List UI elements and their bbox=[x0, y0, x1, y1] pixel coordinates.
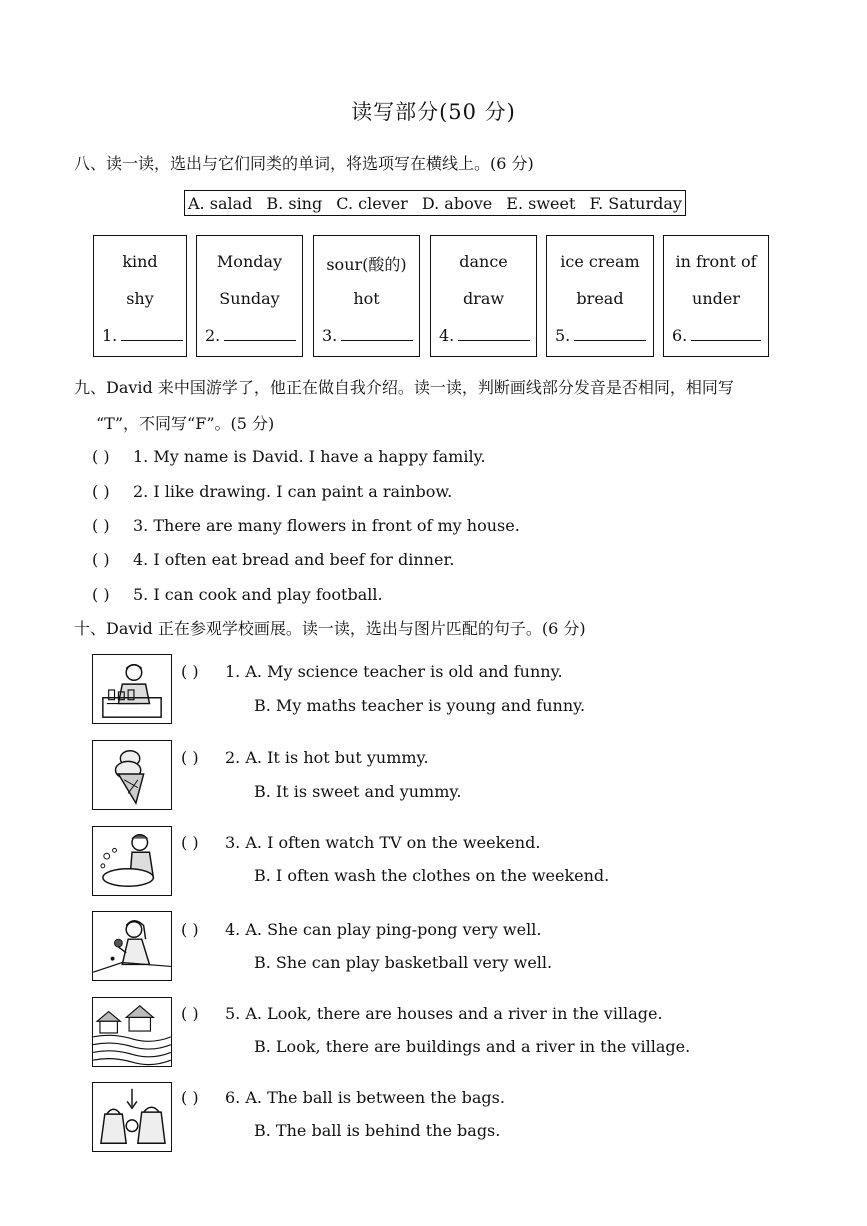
answer-paren[interactable]: ( ) bbox=[181, 748, 199, 767]
option-a: A. salad bbox=[188, 193, 253, 213]
word-card-6 bbox=[663, 235, 769, 357]
section-10-heading: 十、David 正在参观学校画展。读一读，选出与图片匹配的句子。(6 分) bbox=[74, 619, 586, 638]
answer-blank[interactable]: 2. bbox=[205, 326, 296, 345]
statement-4: 4. I often eat bread and beef for dinner. bbox=[133, 550, 455, 569]
card-word: draw bbox=[462, 289, 505, 308]
choice-b: B. It is sweet and yummy. bbox=[254, 782, 462, 801]
section-8-heading: 八、读一读，选出与它们同类的单词，将选项写在横线上。(6 分) bbox=[74, 154, 534, 173]
options-box bbox=[184, 190, 686, 216]
teacher-illustration bbox=[93, 655, 171, 723]
section-9-heading-cont: “T”，不同写“F”。(5 分) bbox=[96, 414, 275, 433]
card-word: shy bbox=[126, 289, 154, 308]
card-word: dance bbox=[459, 252, 508, 271]
card-word: in front of bbox=[675, 252, 757, 271]
choice-a: 5. A. Look, there are houses and a river in the village. bbox=[225, 1004, 663, 1023]
answer-blank[interactable]: 3. bbox=[322, 326, 413, 345]
bags-illustration bbox=[93, 1083, 171, 1151]
choice-b: B. The ball is behind the bags. bbox=[254, 1121, 501, 1140]
answer-paren[interactable]: ( ) bbox=[92, 585, 110, 604]
answer-blank[interactable]: 4. bbox=[439, 326, 530, 345]
answer-paren[interactable]: ( ) bbox=[92, 550, 110, 569]
statement-3: 3. There are many flowers in front of my house. bbox=[133, 516, 520, 535]
word-card-3 bbox=[313, 235, 420, 357]
choice-a: 4. A. She can play ping-pong very well. bbox=[225, 920, 542, 939]
section-9-heading: 九、David 来中国游学了，他正在做自我介绍。读一读，判断画线部分发音是否相同，相同写 bbox=[74, 378, 734, 397]
card-word: hot bbox=[353, 289, 380, 308]
choice-b: B. I often wash the clothes on the weekend. bbox=[254, 866, 610, 885]
word-card-1 bbox=[93, 235, 187, 357]
choice-b: B. She can play basketball very well. bbox=[254, 953, 553, 972]
ice-cream-illustration bbox=[93, 741, 171, 809]
village-illustration bbox=[93, 998, 171, 1066]
answer-paren[interactable]: ( ) bbox=[92, 516, 110, 535]
choice-b: B. My maths teacher is young and funny. bbox=[254, 696, 586, 715]
washing-clothes-illustration bbox=[93, 827, 171, 895]
teacher-picture bbox=[92, 654, 172, 724]
statement-1: 1. My name is David. I have a happy family. bbox=[133, 447, 486, 466]
village-river-picture bbox=[92, 997, 172, 1067]
girl-ping-pong-picture bbox=[92, 911, 172, 981]
answer-blank[interactable]: 5. bbox=[555, 326, 646, 345]
choice-a: 1. A. My science teacher is old and funny. bbox=[225, 662, 563, 681]
choice-b: B. Look, there are buildings and a river in the village. bbox=[254, 1037, 691, 1056]
card-word: sour(酸的) bbox=[326, 255, 407, 274]
option-e: E. sweet bbox=[506, 193, 576, 213]
card-word: ice cream bbox=[560, 252, 640, 271]
word-card-5 bbox=[546, 235, 654, 357]
card-word: under bbox=[692, 289, 740, 308]
answer-paren[interactable]: ( ) bbox=[181, 833, 199, 852]
answer-paren[interactable]: ( ) bbox=[181, 1004, 199, 1023]
answer-paren[interactable]: ( ) bbox=[92, 447, 110, 466]
card-word: Monday bbox=[216, 252, 283, 271]
page-title: 读写部分(50 分) bbox=[351, 100, 516, 124]
choice-a: 3. A. I often watch TV on the weekend. bbox=[225, 833, 541, 852]
answer-paren[interactable]: ( ) bbox=[181, 920, 199, 939]
answer-blank[interactable]: 6. bbox=[672, 326, 761, 345]
card-word: kind bbox=[122, 252, 158, 271]
washing-clothes-picture bbox=[92, 826, 172, 896]
ball-bags-picture bbox=[92, 1082, 172, 1152]
ice-cream-picture bbox=[92, 740, 172, 810]
statement-5: 5. I can cook and play football. bbox=[133, 585, 383, 604]
card-word: bread bbox=[576, 289, 624, 308]
statement-2: 2. I like drawing. I can paint a rainbow. bbox=[133, 482, 453, 501]
girl-illustration bbox=[93, 912, 171, 980]
option-d: D. above bbox=[421, 193, 493, 213]
choice-a: 6. A. The ball is between the bags. bbox=[225, 1088, 505, 1107]
option-f: F. Saturday bbox=[589, 193, 682, 213]
answer-blank[interactable]: 1. bbox=[102, 326, 183, 345]
card-word: Sunday bbox=[219, 289, 280, 308]
word-card-4 bbox=[430, 235, 537, 357]
answer-paren[interactable]: ( ) bbox=[181, 662, 199, 681]
word-card-2 bbox=[196, 235, 303, 357]
option-c: C. clever bbox=[336, 193, 408, 213]
choice-a: 2. A. It is hot but yummy. bbox=[225, 748, 429, 767]
option-b: B. sing bbox=[266, 193, 323, 213]
answer-paren[interactable]: ( ) bbox=[92, 482, 110, 501]
answer-paren[interactable]: ( ) bbox=[181, 1088, 199, 1107]
